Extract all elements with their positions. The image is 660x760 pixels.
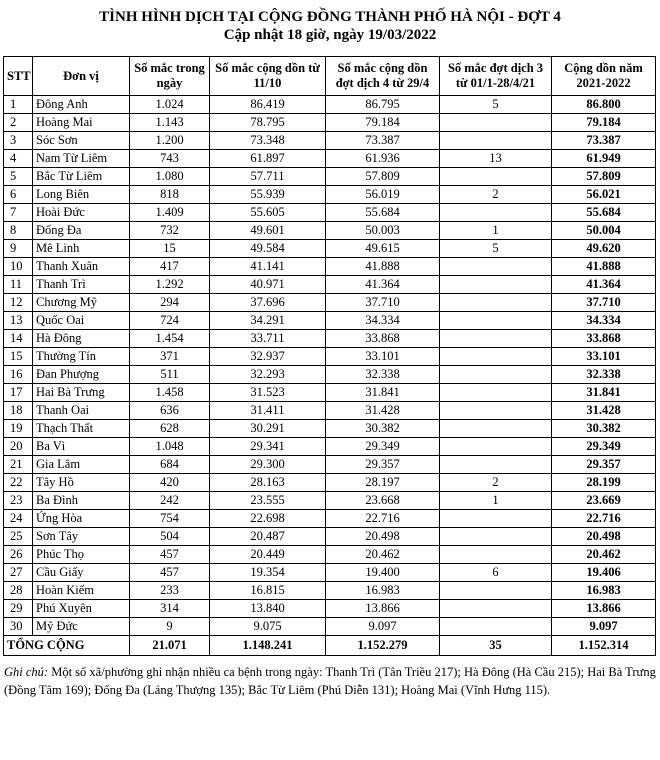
table-row [4,420,656,438]
covid-cases-table [3,56,656,656]
row-cum-from-1110: 32.937 [210,348,326,366]
table-row [4,564,656,582]
row-wave3 [440,294,552,312]
row-cum-from-1110: 78.795 [210,114,326,132]
table-row [4,474,656,492]
row-stt: 11 [4,276,33,294]
table-row [4,492,656,510]
row-stt: 26 [4,546,33,564]
totals-daily: 21.071 [130,636,210,656]
header-stt: STT [4,57,33,96]
row-total: 49.620 [552,240,656,258]
row-unit: Long Biên [33,186,130,204]
row-daily: 417 [130,258,210,276]
row-cum-wave4: 16.983 [326,582,440,600]
row-daily: 754 [130,510,210,528]
row-cum-wave4: 31.428 [326,402,440,420]
totals-row [4,636,656,656]
row-unit: Thanh Trì [33,276,130,294]
row-cum-from-1110: 29.300 [210,456,326,474]
table-row [4,240,656,258]
row-wave3: 1 [440,492,552,510]
row-cum-from-1110: 20.487 [210,528,326,546]
row-total: 13.866 [552,600,656,618]
row-stt: 24 [4,510,33,528]
row-cum-from-1110: 31.523 [210,384,326,402]
row-cum-from-1110: 86.419 [210,96,326,114]
row-unit: Phú Xuyên [33,600,130,618]
row-cum-wave4: 20.498 [326,528,440,546]
row-stt: 10 [4,258,33,276]
row-stt: 30 [4,618,33,636]
row-wave3: 2 [440,186,552,204]
row-total: 50.004 [552,222,656,240]
row-cum-wave4: 19.400 [326,564,440,582]
row-stt: 7 [4,204,33,222]
header-cum-from-1110: Số mắc cộng dồn từ 11/10 [210,57,326,96]
row-cum-from-1110: 22.698 [210,510,326,528]
row-cum-wave4: 55.684 [326,204,440,222]
row-stt: 1 [4,96,33,114]
row-cum-wave4: 32.338 [326,366,440,384]
row-total: 34.334 [552,312,656,330]
row-total: 86.800 [552,96,656,114]
header-cum-wave4: Số mắc cộng dồn đợt dịch 4 từ 29/4 [326,57,440,96]
row-stt: 29 [4,600,33,618]
table-row [4,258,656,276]
row-stt: 27 [4,564,33,582]
row-cum-from-1110: 73.348 [210,132,326,150]
row-unit: Gia Lâm [33,456,130,474]
row-cum-wave4: 37.710 [326,294,440,312]
row-daily: 294 [130,294,210,312]
row-daily: 1.458 [130,384,210,402]
row-total: 20.498 [552,528,656,546]
table-header-row [4,57,656,96]
row-daily: 420 [130,474,210,492]
row-stt: 13 [4,312,33,330]
row-wave3 [440,330,552,348]
table-row [4,366,656,384]
row-wave3 [440,510,552,528]
row-cum-wave4: 28.197 [326,474,440,492]
table-row [4,114,656,132]
row-cum-from-1110: 57.711 [210,168,326,186]
row-total: 41.364 [552,276,656,294]
row-cum-from-1110: 34.291 [210,312,326,330]
row-stt: 18 [4,402,33,420]
row-cum-from-1110: 20.449 [210,546,326,564]
row-total: 31.428 [552,402,656,420]
row-total: 19.406 [552,564,656,582]
row-wave3 [440,528,552,546]
row-cum-wave4: 23.668 [326,492,440,510]
row-cum-wave4: 34.334 [326,312,440,330]
row-wave3 [440,114,552,132]
row-daily: 1.292 [130,276,210,294]
row-stt: 17 [4,384,33,402]
row-stt: 23 [4,492,33,510]
footnote-label: Ghi chú: [4,665,49,679]
row-stt: 12 [4,294,33,312]
row-wave3 [440,258,552,276]
row-daily: 9 [130,618,210,636]
row-stt: 28 [4,582,33,600]
totals-cum-from-1110: 1.148.241 [210,636,326,656]
row-cum-from-1110: 37.696 [210,294,326,312]
row-total: 29.357 [552,456,656,474]
row-wave3 [440,546,552,564]
row-total: 79.184 [552,114,656,132]
row-cum-from-1110: 55.605 [210,204,326,222]
table-row [4,546,656,564]
table-row [4,600,656,618]
row-cum-from-1110: 23.555 [210,492,326,510]
row-total: 29.349 [552,438,656,456]
row-cum-wave4: 30.382 [326,420,440,438]
table-row [4,312,656,330]
row-total: 30.382 [552,420,656,438]
table-row [4,582,656,600]
row-total: 33.868 [552,330,656,348]
row-daily: 684 [130,456,210,474]
row-wave3: 1 [440,222,552,240]
row-unit: Ba Đình [33,492,130,510]
row-cum-wave4: 29.357 [326,456,440,474]
row-total: 61.949 [552,150,656,168]
row-unit: Mỹ Đức [33,618,130,636]
row-cum-wave4: 20.462 [326,546,440,564]
row-daily: 457 [130,546,210,564]
row-cum-wave4: 57.809 [326,168,440,186]
row-cum-wave4: 73.387 [326,132,440,150]
row-unit: Nam Từ Liêm [33,150,130,168]
row-cum-wave4: 33.101 [326,348,440,366]
table-row [4,204,656,222]
row-unit: Cầu Giấy [33,564,130,582]
row-total: 28.199 [552,474,656,492]
row-cum-from-1110: 33.711 [210,330,326,348]
row-stt: 6 [4,186,33,204]
table-row [4,96,656,114]
row-stt: 25 [4,528,33,546]
row-daily: 242 [130,492,210,510]
row-total: 31.841 [552,384,656,402]
row-wave3 [440,456,552,474]
row-daily: 504 [130,528,210,546]
row-stt: 3 [4,132,33,150]
row-cum-wave4: 29.349 [326,438,440,456]
row-wave3 [440,600,552,618]
row-cum-from-1110: 41.141 [210,258,326,276]
row-stt: 4 [4,150,33,168]
row-total: 23.669 [552,492,656,510]
row-daily: 314 [130,600,210,618]
row-unit: Thanh Xuân [33,258,130,276]
totals-cum-wave4: 1.152.279 [326,636,440,656]
row-unit: Quốc Oai [33,312,130,330]
totals-total: 1.152.314 [552,636,656,656]
row-wave3 [440,420,552,438]
row-total: 41.888 [552,258,656,276]
row-stt: 2 [4,114,33,132]
row-cum-wave4: 41.364 [326,276,440,294]
row-wave3 [440,366,552,384]
row-stt: 20 [4,438,33,456]
row-cum-from-1110: 49.601 [210,222,326,240]
row-daily: 233 [130,582,210,600]
table-row [4,402,656,420]
row-daily: 1.048 [130,438,210,456]
row-cum-from-1110: 31.411 [210,402,326,420]
row-cum-wave4: 56.019 [326,186,440,204]
row-cum-wave4: 33.868 [326,330,440,348]
row-stt: 8 [4,222,33,240]
row-total: 56.021 [552,186,656,204]
row-total: 32.338 [552,366,656,384]
row-unit: Bắc Từ Liêm [33,168,130,186]
row-wave3: 2 [440,474,552,492]
row-cum-from-1110: 40.971 [210,276,326,294]
row-cum-from-1110: 30.291 [210,420,326,438]
row-wave3 [440,582,552,600]
row-unit: Sơn Tây [33,528,130,546]
footnote-text: Một số xã/phường ghi nhận nhiều ca bệnh trong ngày: Thanh Trì (Tân Triều 217); Hà Đông (Hà Cầu 215); Hai Bà Trưng (Đồng Tâm 169); Đống Đa (Láng Thượng 135); Bắc Từ Liêm (Phú Diễn 131); Hoàng Mai (Vĩnh Hưng 115). [4,665,656,697]
row-total: 16.983 [552,582,656,600]
row-total: 57.809 [552,168,656,186]
row-stt: 16 [4,366,33,384]
row-total: 37.710 [552,294,656,312]
table-row [4,168,656,186]
row-stt: 5 [4,168,33,186]
row-unit: Tây Hồ [33,474,130,492]
row-cum-wave4: 9.097 [326,618,440,636]
row-wave3: 13 [440,150,552,168]
row-wave3 [440,204,552,222]
row-total: 9.097 [552,618,656,636]
footnote [0,656,660,699]
row-cum-wave4: 79.184 [326,114,440,132]
row-wave3 [440,348,552,366]
row-wave3 [440,438,552,456]
row-wave3: 6 [440,564,552,582]
row-unit: Hoài Đức [33,204,130,222]
update-subtitle: Cập nhật 18 giờ, ngày 19/03/2022 [223,27,437,43]
row-total: 55.684 [552,204,656,222]
row-daily: 371 [130,348,210,366]
table-row [4,618,656,636]
row-cum-wave4: 61.936 [326,150,440,168]
row-unit: Ứng Hòa [33,510,130,528]
row-unit: Thạch Thất [33,420,130,438]
table-row [4,384,656,402]
table-row [4,132,656,150]
row-daily: 818 [130,186,210,204]
row-unit: Đan Phượng [33,366,130,384]
row-unit: Ba Vì [33,438,130,456]
page-title: TÌNH HÌNH DỊCH TẠI CỘNG ĐỒNG THÀNH PHỐ HÀ NỘI - ĐỢT 4 [99,9,561,25]
row-cum-from-1110: 55.939 [210,186,326,204]
row-cum-from-1110: 49.584 [210,240,326,258]
table-row [4,528,656,546]
table-row [4,150,656,168]
row-wave3 [440,168,552,186]
row-cum-from-1110: 13.840 [210,600,326,618]
row-cum-wave4: 41.888 [326,258,440,276]
row-cum-from-1110: 28.163 [210,474,326,492]
header-unit: Đơn vị [33,57,130,96]
row-daily: 15 [130,240,210,258]
row-daily: 636 [130,402,210,420]
row-wave3: 5 [440,96,552,114]
table-row [4,456,656,474]
row-wave3 [440,132,552,150]
header-daily: Số mắc trong ngày [130,57,210,96]
row-wave3 [440,312,552,330]
row-daily: 732 [130,222,210,240]
row-stt: 15 [4,348,33,366]
row-stt: 14 [4,330,33,348]
row-daily: 1.080 [130,168,210,186]
row-unit: Thanh Oai [33,402,130,420]
row-unit: Thường Tín [33,348,130,366]
row-daily: 1.200 [130,132,210,150]
row-cum-wave4: 22.716 [326,510,440,528]
row-unit: Chương Mỹ [33,294,130,312]
totals-wave3: 35 [440,636,552,656]
row-cum-from-1110: 29.341 [210,438,326,456]
row-unit: Hoàng Mai [33,114,130,132]
row-cum-from-1110: 61.897 [210,150,326,168]
row-stt: 21 [4,456,33,474]
table-row [4,294,656,312]
row-cum-wave4: 49.615 [326,240,440,258]
row-unit: Sóc Sơn [33,132,130,150]
row-daily: 743 [130,150,210,168]
table-row [4,186,656,204]
row-total: 22.716 [552,510,656,528]
row-daily: 724 [130,312,210,330]
row-unit: Hoàn Kiếm [33,582,130,600]
row-unit: Đống Đa [33,222,130,240]
row-total: 20.462 [552,546,656,564]
row-daily: 1.024 [130,96,210,114]
row-unit: Phúc Thọ [33,546,130,564]
row-stt: 22 [4,474,33,492]
row-cum-wave4: 50.003 [326,222,440,240]
row-cum-wave4: 13.866 [326,600,440,618]
row-cum-from-1110: 16.815 [210,582,326,600]
row-wave3: 5 [440,240,552,258]
totals-label: TỔNG CỘNG [4,636,130,656]
row-daily: 511 [130,366,210,384]
row-wave3 [440,618,552,636]
row-cum-from-1110: 19.354 [210,564,326,582]
row-cum-wave4: 31.841 [326,384,440,402]
row-unit: Hai Bà Trưng [33,384,130,402]
row-total: 73.387 [552,132,656,150]
header-wave3: Số mắc đợt dịch 3 từ 01/1-28/4/21 [440,57,552,96]
row-cum-from-1110: 9.075 [210,618,326,636]
row-wave3 [440,384,552,402]
row-unit: Đông Anh [33,96,130,114]
row-stt: 9 [4,240,33,258]
table-row [4,222,656,240]
row-unit: Hà Đông [33,330,130,348]
row-wave3 [440,402,552,420]
row-daily: 1.143 [130,114,210,132]
row-daily: 1.454 [130,330,210,348]
row-cum-from-1110: 32.293 [210,366,326,384]
table-row [4,510,656,528]
table-row [4,348,656,366]
row-total: 33.101 [552,348,656,366]
table-row [4,276,656,294]
header-total: Cộng dồn năm 2021-2022 [552,57,656,96]
row-daily: 457 [130,564,210,582]
row-wave3 [440,276,552,294]
row-daily: 628 [130,420,210,438]
table-row [4,438,656,456]
row-daily: 1.409 [130,204,210,222]
row-unit: Mê Linh [33,240,130,258]
row-stt: 19 [4,420,33,438]
table-row [4,330,656,348]
row-cum-wave4: 86.795 [326,96,440,114]
